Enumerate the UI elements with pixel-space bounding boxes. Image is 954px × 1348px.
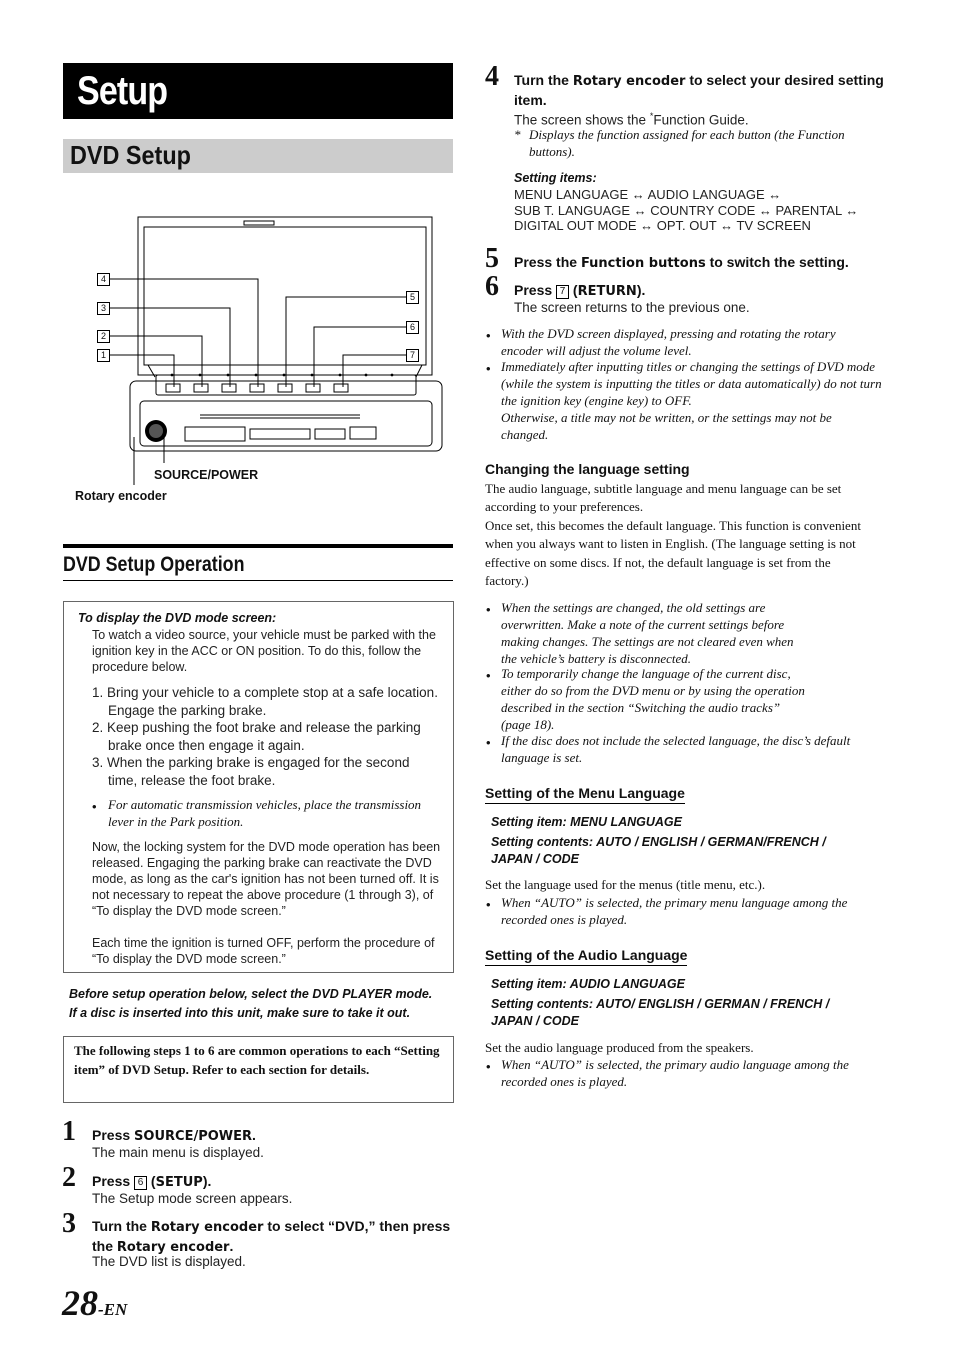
warning-select-mode: Before setup operation below, select the DVD PLAYER mode. (69, 987, 433, 1001)
common-steps-text: The following steps 1 to 6 are common operations to each “Setting item” of DVD Setup. Refer to each section for details. (74, 1043, 440, 1077)
language-bullet-2: To temporarily change the language of the current disc, either do so from the DVD menu or by using the operation described in the section “Switching the audio tracks” (page 18). (501, 666, 805, 732)
audio-language-bullet: When “AUTO” is selected, the primary audio language among the recorded ones is played. (501, 1057, 849, 1089)
common-steps-box (63, 1036, 454, 1103)
function-guide-footnote: Displays the function assigned for each button (the Function buttons). (529, 127, 845, 159)
menu-language-item: Setting item: MENU LANGUAGE (491, 815, 682, 829)
step-5-title: Press the Function buttons to switch the setting. (514, 254, 849, 271)
note-title: To display the DVD mode screen: (78, 611, 277, 625)
menu-language-contents (491, 834, 826, 868)
dvd-mode-note-box (63, 601, 454, 973)
step-1-body: The main menu is displayed. (92, 1145, 264, 1160)
callout-label-3: 3 (97, 302, 110, 315)
setting-items-line-1: MENU LANGUAGE ↔ AUDIO LANGUAGE ↔ (514, 187, 782, 202)
language-para-1: The audio language, subtitle language and menu language can be set according to your preferences. (485, 481, 842, 515)
footnote-mark: * (514, 127, 521, 142)
bullet-mark: • (486, 668, 491, 683)
section-title: DVD Setup (70, 140, 191, 170)
audio-language-contents-1: Setting contents: AUTO/ ENGLISH / GERMAN / FRENCH / (491, 997, 830, 1011)
page-title-banner (63, 63, 453, 119)
step-2-title: Press 6 (SETUP). (92, 1173, 212, 1190)
return-key: RETURN (577, 284, 637, 299)
callout-label-2: 2 (97, 330, 110, 343)
note-step-3: 3. When the parking brake is engaged for the second time, release the foot brake. (92, 755, 410, 788)
audio-language-heading: Setting of the Audio Language (485, 947, 687, 966)
bullet-mark: • (486, 1059, 491, 1074)
step-3-body: The DVD list is displayed. (92, 1254, 246, 1269)
source-power-key: SOURCE/POWER (134, 1129, 253, 1144)
setting-items-line-3: DIGITAL OUT MODE ↔ OPT. OUT ↔ TV SCREEN (514, 218, 811, 233)
note-para-1: Now, the locking system for the DVD mode operation has been released. Engaging the parking brake can reactivate the DVD mode, as long as the car's ignition has not been turned off. It is not necessary to repeat the above procedure (1 through 3), of “To display the DVD mode screen.” (92, 840, 441, 918)
step-2-body: The Setup mode screen appears. (92, 1191, 293, 1206)
page-title: Setup (77, 69, 168, 113)
bullet-mark: • (486, 328, 491, 343)
note-bullet-mark: • (92, 799, 97, 814)
rotary-encoder-label: Rotary encoder (75, 489, 167, 503)
note-step-2: 2. Keep pushing the foot brake and release the parking brake once then engage it again. (92, 720, 421, 753)
setup-key: SETUP (155, 1175, 203, 1190)
callout-label-5: 5 (406, 291, 419, 304)
step-2-number: 2 (62, 1162, 76, 1193)
step-4-number: 4 (485, 61, 499, 92)
bullet-mark: • (486, 361, 491, 376)
warning-remove-disc: If a disc is inserted into this unit, make sure to take it out. (69, 1006, 411, 1020)
step-5-number: 5 (485, 243, 499, 274)
setting-items-list (514, 187, 858, 234)
device-diagram (60, 205, 460, 515)
key-box-6: 6 (134, 1176, 147, 1190)
operation-heading-text: DVD Setup Operation (63, 553, 245, 576)
page-number: 28-EN (62, 1283, 128, 1323)
audio-language-contents (491, 996, 829, 1030)
audio-language-contents-2: JAPAN / CODE (491, 1014, 579, 1028)
key-box-7: 7 (556, 285, 569, 299)
audio-language-desc: Set the audio language produced from the speakers. (485, 1040, 754, 1055)
bullet-mark: • (486, 897, 491, 912)
step-6-body: The screen returns to the previous one. (514, 300, 750, 315)
step-4-body: The screen shows the *Function Guide. (514, 111, 749, 128)
language-bullet-3: If the disc does not include the selected language, the disc’s default language is set. (501, 733, 851, 765)
callout-label-4: 4 (97, 273, 110, 286)
menu-language-desc: Set the language used for the menus (title menu, etc.). (485, 877, 766, 892)
language-para-2: Once set, this becomes the default language. This function is convenient when you always want to listen in English. (The language setting is not effective on some discs. If not, the default language is set from the factory.) (485, 518, 861, 588)
source-power-label: SOURCE/POWER (154, 468, 259, 482)
callout-label-6: 6 (406, 321, 419, 334)
step-3-title: Turn the Rotary encoder to select “DVD,” then press the Rotary encoder. (92, 1218, 451, 1255)
language-heading: Changing the language setting (485, 461, 690, 477)
step-3-number: 3 (62, 1208, 76, 1239)
section-banner (63, 139, 453, 173)
note-steps (92, 684, 442, 789)
note-intro: To watch a video source, your vehicle must be parked with the ignition key in the ACC or ON position. To do this, follow the procedure below. (92, 628, 436, 674)
note-bullet: For automatic transmission vehicles, place the transmission lever in the Park position. (108, 797, 422, 829)
menu-language-contents-2: JAPAN / CODE (491, 852, 579, 866)
setting-items-title: Setting items: (514, 171, 597, 185)
note-ignition-2: Otherwise, a title may not be written, or the settings may not be changed. (501, 410, 832, 442)
language-bullet-1: When the settings are changed, the old settings are overwritten. Make a note of the current settings before making changes. The settings are not cleared even when the vehicle’s battery is disconnected. (501, 600, 794, 666)
step-6-title: Press 7 (RETURN). (514, 282, 646, 299)
step-1-number: 1 (62, 1116, 76, 1147)
note-para-2: Each time the ignition is turned OFF, perform the procedure of “To display the DVD mode screen.” (92, 936, 435, 966)
operation-heading (63, 544, 453, 581)
callout-label-7: 7 (406, 349, 419, 362)
setting-items-line-2: SUB T. LANGUAGE ↔ COUNTRY CODE ↔ PARENTAL ↔ (514, 202, 859, 218)
note-ignition: Immediately after inputting titles or changing the settings of DVD mode (while the system is inputting the titles or data automatically) do not turn the ignition key (engine key) to OFF. (501, 359, 882, 408)
callout-label-1: 1 (97, 349, 110, 362)
menu-language-heading: Setting of the Menu Language (485, 785, 685, 804)
note-volume: With the DVD screen displayed, pressing and rotating the rotary encoder will adjust the volume level. (501, 326, 836, 358)
bullet-mark: • (486, 735, 491, 750)
step-4-title: Turn the Rotary encoder to select your desired setting item. (514, 72, 884, 108)
step-6-number: 6 (485, 271, 499, 302)
note-step-1: 1. Bring your vehicle to a complete stop at a safe location. Engage the parking brake. (92, 685, 438, 718)
menu-language-bullet: When “AUTO” is selected, the primary menu language among the recorded ones is played. (501, 895, 848, 927)
menu-language-contents-1: Setting contents: AUTO / ENGLISH / GERMAN/FRENCH / (491, 835, 826, 849)
bullet-mark: • (486, 602, 491, 617)
step-1-title: Press SOURCE/POWER. (92, 1127, 256, 1144)
audio-language-item: Setting item: AUDIO LANGUAGE (491, 977, 685, 991)
